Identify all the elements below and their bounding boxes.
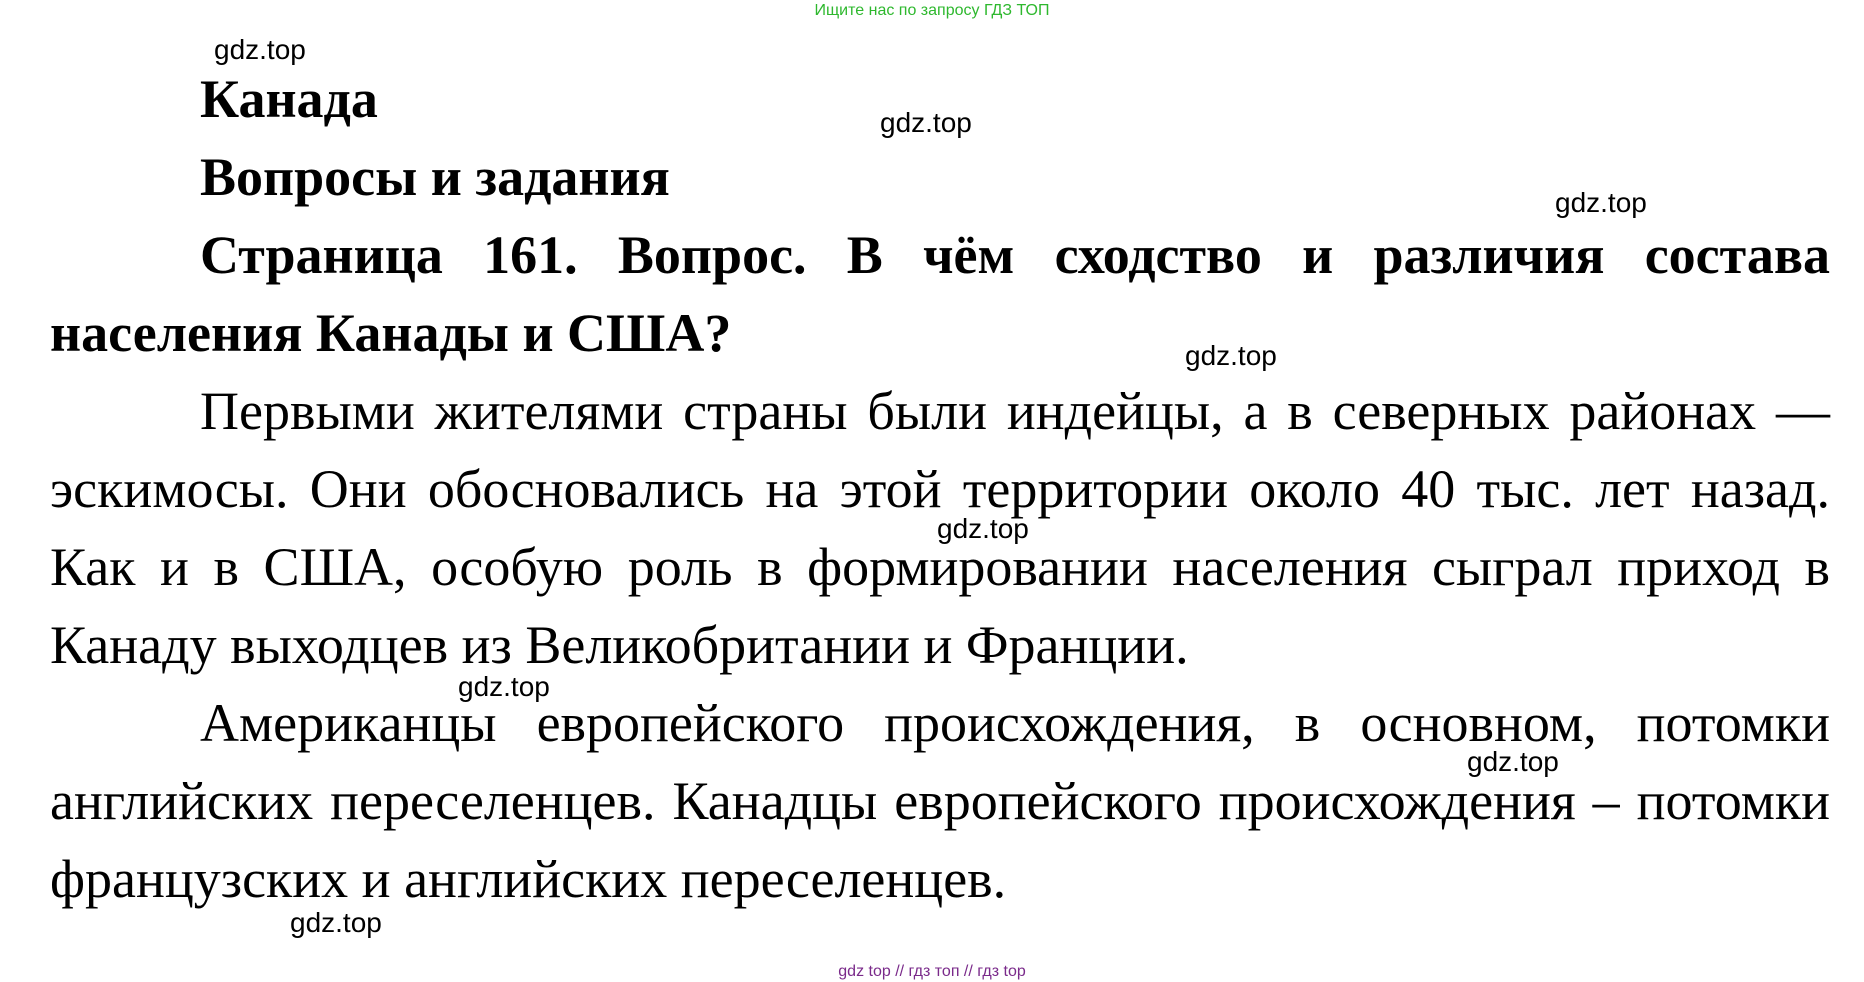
watermark: gdz.top (1467, 746, 1559, 777)
subsection-title: Вопросы и задания (200, 147, 670, 207)
answer-paragraph: Первыми жителями страны были индейцы, а в северных районах — эскимосы. Они обосновались на этой территории около 40 тыс. лет назад. Как и в США, особую роль в формировании населения сыграл приход в Канаду выходцев из Великобритании и Франции. (50, 381, 1830, 675)
watermark: gdz.top (1555, 187, 1647, 218)
watermark: gdz.top (880, 107, 972, 138)
watermark: gdz.top (937, 513, 1029, 544)
top-banner-link[interactable]: Ищите нас по запросу ГДЗ ТОП (814, 2, 1050, 19)
section-title: Канада (200, 69, 378, 129)
question-heading: Страница 161. Вопрос. В чём сходство и различия состава населения Канады и США? (50, 225, 1830, 363)
watermark: gdz.top (458, 671, 550, 702)
watermark: gdz.top (290, 907, 382, 938)
watermark: gdz.top (214, 34, 306, 65)
answer-paragraph: Американцы европейского происхождения, в основном, потомки английских переселенцев. Канадцы европейского происхождения – потомки французских и английских переселенцев. (50, 693, 1830, 909)
watermark: gdz.top (1185, 340, 1277, 371)
footer-links[interactable]: gdz top // гдз топ // гдз top (838, 963, 1026, 980)
